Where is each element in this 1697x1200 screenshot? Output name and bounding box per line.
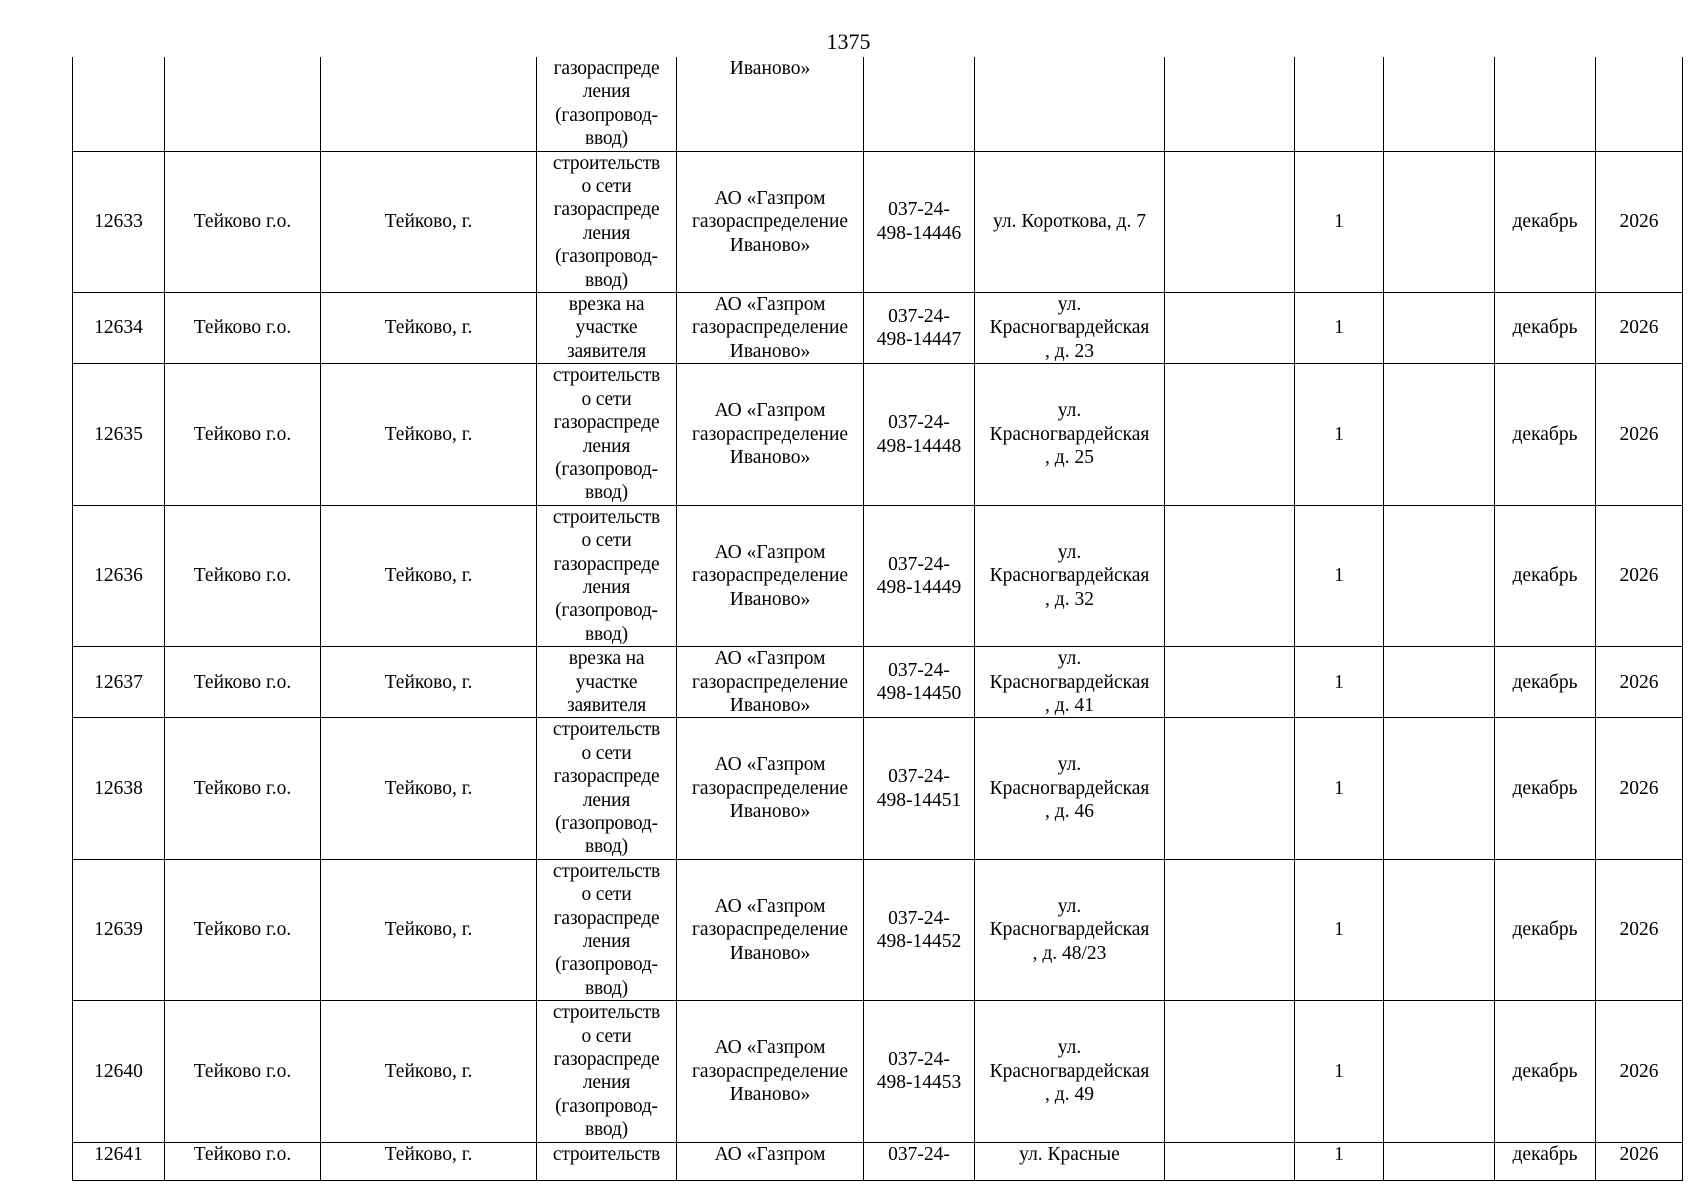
cell-month: декабрь xyxy=(1495,151,1596,292)
cell-qty: 1 xyxy=(1295,293,1384,364)
cell-qty: 1 xyxy=(1295,364,1384,505)
cell-org: АО «Газпром xyxy=(677,1142,864,1180)
cell-year xyxy=(1596,57,1683,151)
cell-qty xyxy=(1295,57,1384,151)
cell-empty-b xyxy=(1384,647,1495,718)
cell-code: 037-24- 498-14446 xyxy=(864,151,975,292)
cell-qty: 1 xyxy=(1295,151,1384,292)
cell-empty-a xyxy=(1165,151,1295,292)
table-row-continued xyxy=(73,57,1683,151)
cell-year: 2026 xyxy=(1596,151,1683,292)
cell-type: газораспреде ления (газопровод- ввод) xyxy=(537,57,677,151)
cell-empty-b xyxy=(1384,859,1495,1000)
cell-district: Тейково г.о. xyxy=(165,151,321,292)
cell-locality: Тейково, г. xyxy=(321,151,537,292)
cell-address: ул. Красные xyxy=(975,1142,1165,1180)
cell-org: АО «Газпром газораспределение Иваново» xyxy=(677,647,864,718)
cell-empty-a xyxy=(1165,1001,1295,1142)
cell-district: Тейково г.о. xyxy=(165,1142,321,1180)
table-row xyxy=(73,293,1683,364)
cell-district: Тейково г.о. xyxy=(165,505,321,646)
table-row xyxy=(73,151,1683,292)
cell-type: строительств о сети газораспреде ления (газопровод- ввод) xyxy=(537,718,677,859)
cell-locality: Тейково, г. xyxy=(321,364,537,505)
cell-qty: 1 xyxy=(1295,718,1384,859)
cell-month: декабрь xyxy=(1495,1142,1596,1180)
cell-qty: 1 xyxy=(1295,859,1384,1000)
cell-address xyxy=(975,57,1165,151)
cell-year: 2026 xyxy=(1596,718,1683,859)
cell-num: 12633 xyxy=(73,151,165,292)
cell-empty-a xyxy=(1165,364,1295,505)
page-number: 1375 xyxy=(826,29,871,54)
cell-num: 12641 xyxy=(73,1142,165,1180)
cell-locality: Тейково, г. xyxy=(321,859,537,1000)
cell-code: 037-24- 498-14447 xyxy=(864,293,975,364)
cell-locality: Тейково, г. xyxy=(321,293,537,364)
cell-month: декабрь xyxy=(1495,364,1596,505)
cell-code: 037-24- 498-14451 xyxy=(864,718,975,859)
cell-empty-b xyxy=(1384,1001,1495,1142)
cell-month: декабрь xyxy=(1495,505,1596,646)
cell-address: ул. Красногвардейская , д. 48/23 xyxy=(975,859,1165,1000)
cell-org: АО «Газпром газораспределение Иваново» xyxy=(677,718,864,859)
cell-empty-b xyxy=(1384,293,1495,364)
cell-district: Тейково г.о. xyxy=(165,647,321,718)
cell-type: строительств о сети газораспреде ления (газопровод- ввод) xyxy=(537,151,677,292)
cell-num xyxy=(73,57,165,151)
cell-num: 12639 xyxy=(73,859,165,1000)
cell-month: декабрь xyxy=(1495,859,1596,1000)
cell-type: строительств о сети газораспреде ления (газопровод- ввод) xyxy=(537,1001,677,1142)
cell-district: Тейково г.о. xyxy=(165,859,321,1000)
cell-org: АО «Газпром газораспределение Иваново» xyxy=(677,293,864,364)
cell-num: 12637 xyxy=(73,647,165,718)
cell-type: врезка на участке заявителя xyxy=(537,647,677,718)
cell-code: 037-24- 498-14448 xyxy=(864,364,975,505)
cell-empty-a xyxy=(1165,1142,1295,1180)
cell-empty-b xyxy=(1384,1142,1495,1180)
cell-year: 2026 xyxy=(1596,293,1683,364)
cell-year: 2026 xyxy=(1596,1001,1683,1142)
cell-year: 2026 xyxy=(1596,364,1683,505)
table-row xyxy=(73,505,1683,646)
cell-type: строительств xyxy=(537,1142,677,1180)
table-row xyxy=(73,718,1683,859)
cell-qty: 1 xyxy=(1295,1001,1384,1142)
cell-empty-a xyxy=(1165,647,1295,718)
cell-empty-a xyxy=(1165,505,1295,646)
cell-address: ул. Красногвардейская , д. 23 xyxy=(975,293,1165,364)
cell-org: АО «Газпром газораспределение Иваново» xyxy=(677,859,864,1000)
cell-empty-a xyxy=(1165,57,1295,151)
cell-address: ул. Короткова, д. 7 xyxy=(975,151,1165,292)
table-row xyxy=(73,647,1683,718)
cell-num: 12636 xyxy=(73,505,165,646)
cell-org: АО «Газпром газораспределение Иваново» xyxy=(677,364,864,505)
cell-empty-b xyxy=(1384,364,1495,505)
cell-qty: 1 xyxy=(1295,505,1384,646)
cell-month: декабрь xyxy=(1495,647,1596,718)
cell-locality: Тейково, г. xyxy=(321,505,537,646)
cell-code xyxy=(864,57,975,151)
cell-code: 037-24- 498-14452 xyxy=(864,859,975,1000)
cell-type: строительств о сети газораспреде ления (газопровод- ввод) xyxy=(537,859,677,1000)
cell-type: врезка на участке заявителя xyxy=(537,293,677,364)
table-row xyxy=(73,1142,1683,1180)
cell-num: 12635 xyxy=(73,364,165,505)
cell-address: ул. Красногвардейская , д. 46 xyxy=(975,718,1165,859)
table-body xyxy=(73,57,1683,1180)
cell-year: 2026 xyxy=(1596,1142,1683,1180)
cell-empty-b xyxy=(1384,505,1495,646)
cell-num: 12634 xyxy=(73,293,165,364)
cell-month: декабрь xyxy=(1495,718,1596,859)
cell-year: 2026 xyxy=(1596,859,1683,1000)
cell-num: 12638 xyxy=(73,718,165,859)
cell-year: 2026 xyxy=(1596,647,1683,718)
cell-code: 037-24- xyxy=(864,1142,975,1180)
cell-qty: 1 xyxy=(1295,1142,1384,1180)
cell-district: Тейково г.о. xyxy=(165,1001,321,1142)
cell-year: 2026 xyxy=(1596,505,1683,646)
cell-qty: 1 xyxy=(1295,647,1384,718)
cell-district xyxy=(165,57,321,151)
cell-month: декабрь xyxy=(1495,293,1596,364)
cell-empty-b xyxy=(1384,57,1495,151)
cell-locality: Тейково, г. xyxy=(321,1142,537,1180)
cell-empty-a xyxy=(1165,859,1295,1000)
cell-locality: Тейково, г. xyxy=(321,718,537,859)
cell-address: ул. Красногвардейская , д. 25 xyxy=(975,364,1165,505)
cell-org: Иваново» xyxy=(677,57,864,151)
cell-num: 12640 xyxy=(73,1001,165,1142)
cell-locality xyxy=(321,57,537,151)
cell-district: Тейково г.о. xyxy=(165,364,321,505)
cell-address: ул. Красногвардейская , д. 49 xyxy=(975,1001,1165,1142)
cell-month: декабрь xyxy=(1495,1001,1596,1142)
cell-type: строительств о сети газораспреде ления (газопровод- ввод) xyxy=(537,505,677,646)
cell-address: ул. Красногвардейская , д. 41 xyxy=(975,647,1165,718)
cell-address: ул. Красногвардейская , д. 32 xyxy=(975,505,1165,646)
cell-org: АО «Газпром газораспределение Иваново» xyxy=(677,1001,864,1142)
cell-empty-b xyxy=(1384,151,1495,292)
cell-locality: Тейково, г. xyxy=(321,647,537,718)
cell-empty-a xyxy=(1165,718,1295,859)
cell-empty-b xyxy=(1384,718,1495,859)
cell-district: Тейково г.о. xyxy=(165,718,321,859)
table-row xyxy=(73,859,1683,1000)
table-row xyxy=(73,1001,1683,1142)
cell-code: 037-24- 498-14453 xyxy=(864,1001,975,1142)
cell-month xyxy=(1495,57,1596,151)
cell-empty-a xyxy=(1165,293,1295,364)
cell-code: 037-24- 498-14450 xyxy=(864,647,975,718)
table-row xyxy=(73,364,1683,505)
cell-org: АО «Газпром газораспределение Иваново» xyxy=(677,505,864,646)
cell-type: строительств о сети газораспреде ления (газопровод- ввод) xyxy=(537,364,677,505)
cell-org: АО «Газпром газораспределение Иваново» xyxy=(677,151,864,292)
data-table xyxy=(72,57,1683,1181)
cell-district: Тейково г.о. xyxy=(165,293,321,364)
cell-code: 037-24- 498-14449 xyxy=(864,505,975,646)
cell-locality: Тейково, г. xyxy=(321,1001,537,1142)
